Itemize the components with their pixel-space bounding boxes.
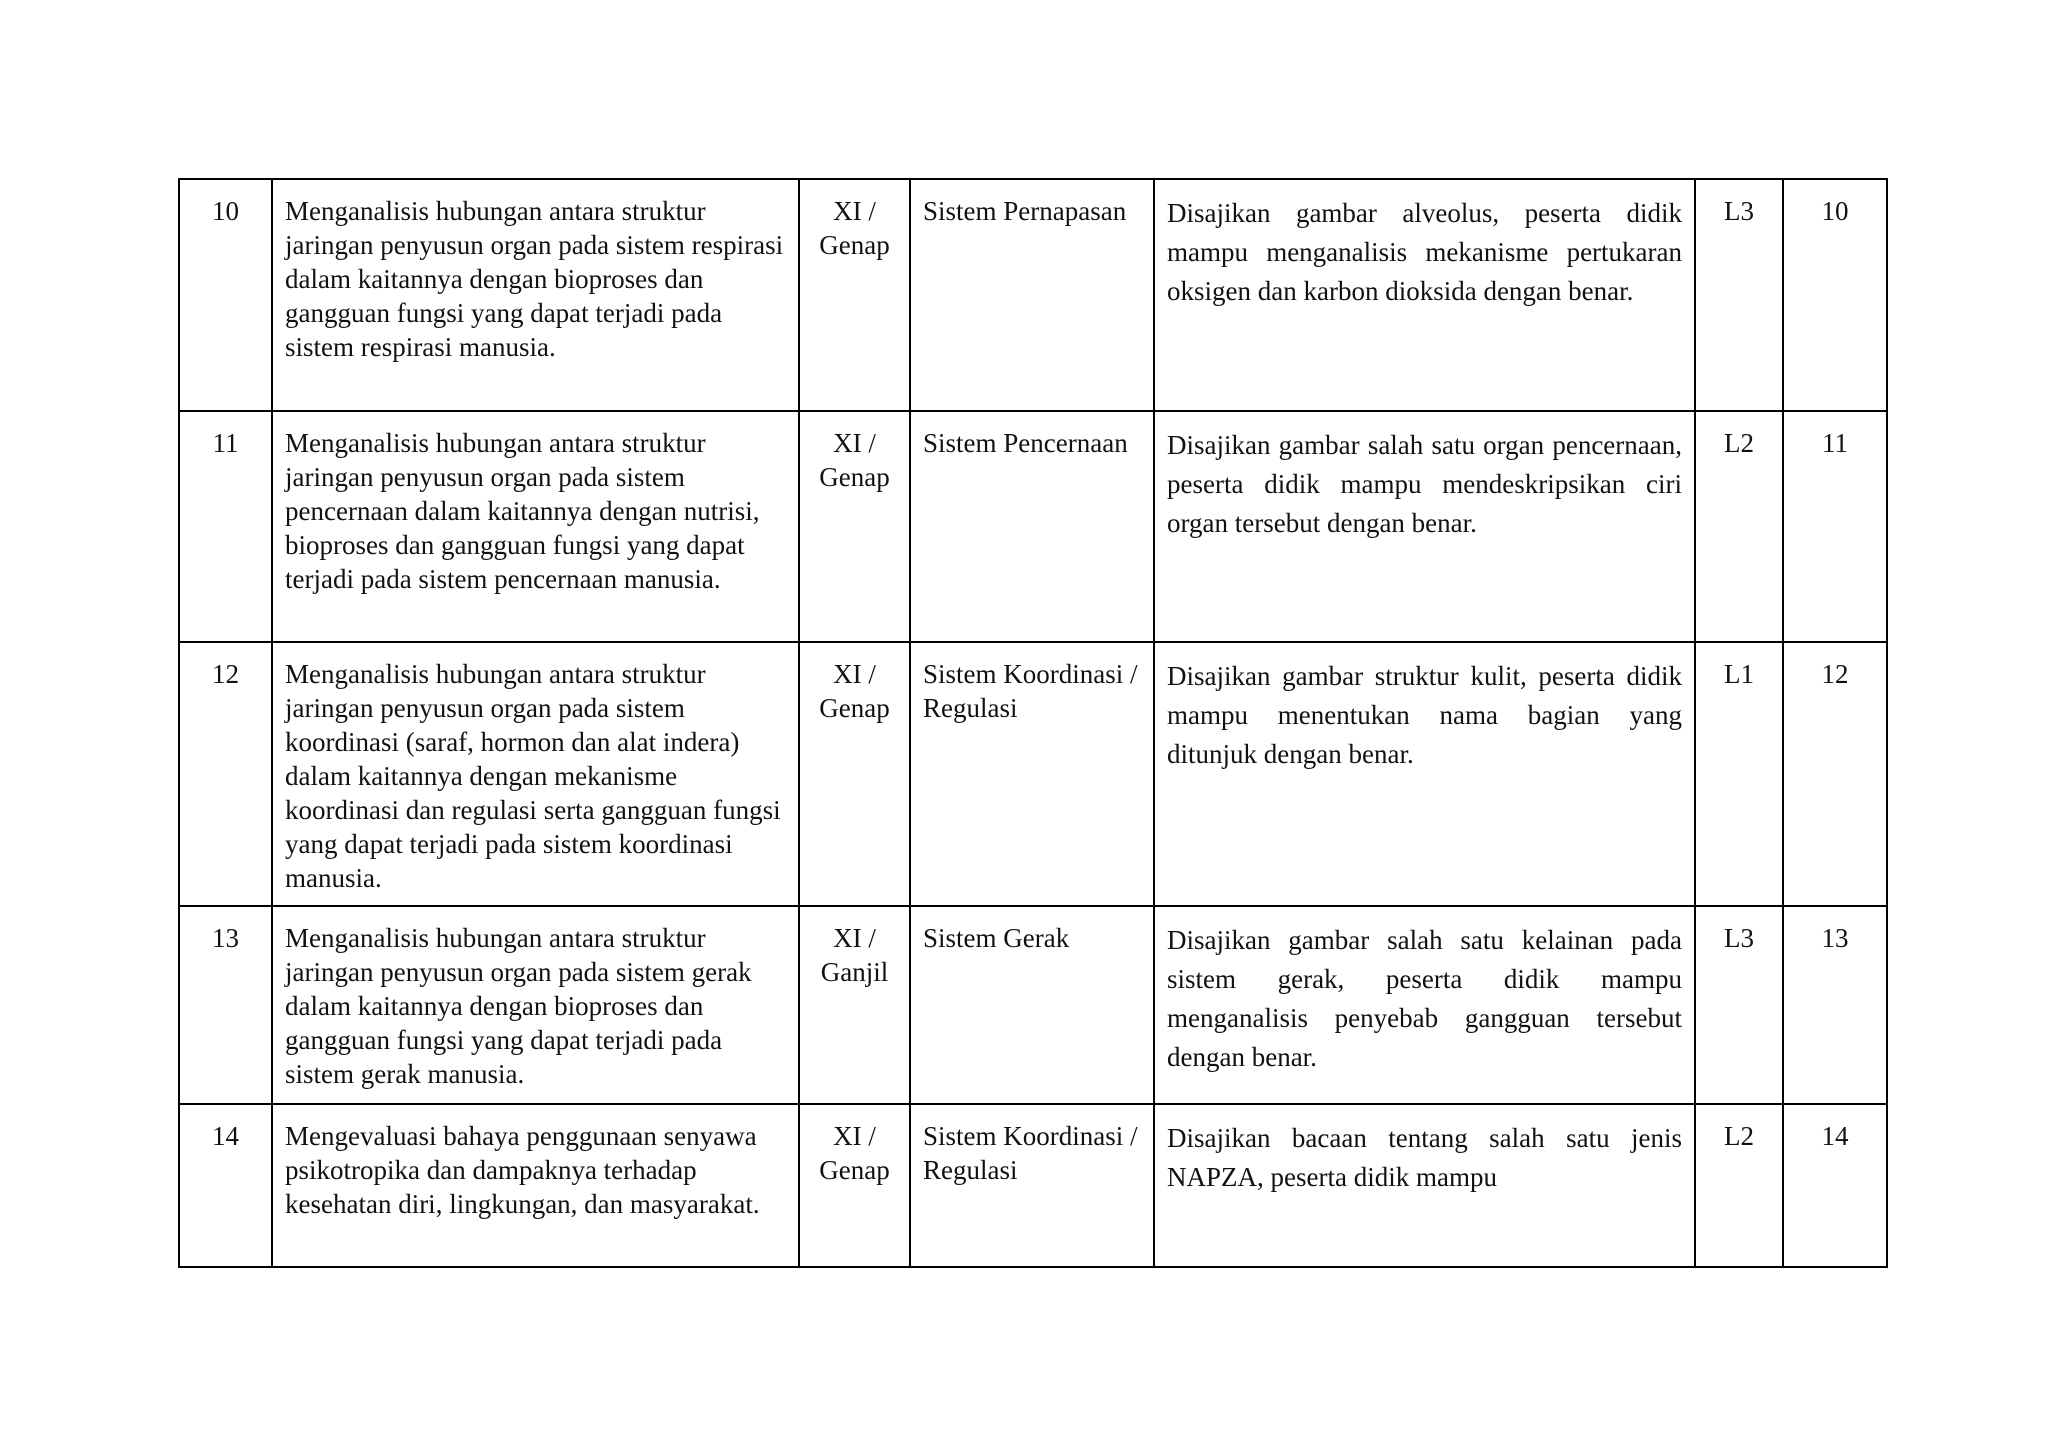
class-semester: XI / Genap bbox=[799, 411, 910, 642]
subject-material: Sistem Koordinasi / Regulasi bbox=[910, 642, 1154, 906]
table-row bbox=[179, 179, 1887, 411]
indicator-text: Disajikan gambar salah satu organ pencernaan, peserta didik mampu mendeskripsikan ciri organ tersebut dengan benar. bbox=[1154, 411, 1695, 642]
question-number: 13 bbox=[1783, 906, 1887, 1104]
cognitive-level: L3 bbox=[1695, 906, 1783, 1104]
indicator-text: Disajikan gambar struktur kulit, peserta didik mampu menentukan nama bagian yang ditunjuk dengan benar. bbox=[1154, 642, 1695, 906]
table-row bbox=[179, 906, 1887, 1104]
table-row bbox=[179, 1104, 1887, 1267]
cognitive-level: L3 bbox=[1695, 179, 1783, 411]
subject-material: Sistem Koordinasi / Regulasi bbox=[910, 1104, 1154, 1267]
row-number: 10 bbox=[179, 179, 272, 411]
cognitive-level: L1 bbox=[1695, 642, 1783, 906]
table-row bbox=[179, 642, 1887, 906]
question-number: 10 bbox=[1783, 179, 1887, 411]
indicator-text: Disajikan bacaan tentang salah satu jenis NAPZA, peserta didik mampu bbox=[1154, 1104, 1695, 1267]
row-number: 12 bbox=[179, 642, 272, 906]
subject-material: Sistem Pernapasan bbox=[910, 179, 1154, 411]
class-semester: XI / Genap bbox=[799, 1104, 910, 1267]
question-number: 12 bbox=[1783, 642, 1887, 906]
cognitive-level: L2 bbox=[1695, 411, 1783, 642]
indicator-text: Disajikan gambar salah satu kelainan pada sistem gerak, peserta didik mampu menganalisis penyebab gangguan tersebut dengan benar. bbox=[1154, 906, 1695, 1104]
question-number: 11 bbox=[1783, 411, 1887, 642]
cognitive-level: L2 bbox=[1695, 1104, 1783, 1267]
competency-text: Mengevaluasi bahaya penggunaan senyawa psikotropika dan dampaknya terhadap kesehatan diri, lingkungan, dan masyarakat. bbox=[272, 1104, 799, 1267]
question-number: 14 bbox=[1783, 1104, 1887, 1267]
row-number: 11 bbox=[179, 411, 272, 642]
competency-text: Menganalisis hubungan antara struktur jaringan penyusun organ pada sistem gerak dalam kaitannya dengan bioproses dan gangguan fungsi yang dapat terjadi pada sistem gerak manusia. bbox=[272, 906, 799, 1104]
competency-text: Menganalisis hubungan antara struktur jaringan penyusun organ pada sistem pencernaan dalam kaitannya dengan nutrisi, bioproses dan gangguan fungsi yang dapat terjadi pada sistem pencernaan manusia. bbox=[272, 411, 799, 642]
competency-text: Menganalisis hubungan antara struktur jaringan penyusun organ pada sistem respirasi dalam kaitannya dengan bioproses dan gangguan fungsi yang dapat terjadi pada sistem respirasi manusia. bbox=[272, 179, 799, 411]
subject-material: Sistem Pencernaan bbox=[910, 411, 1154, 642]
competency-text: Menganalisis hubungan antara struktur jaringan penyusun organ pada sistem koordinasi (saraf, hormon dan alat indera) dalam kaitannya dengan mekanisme koordinasi dan regulasi serta gangguan fungsi yang dapat terjadi pada sistem koordinasi manusia. bbox=[272, 642, 799, 906]
subject-material: Sistem Gerak bbox=[910, 906, 1154, 1104]
indicator-text: Disajikan gambar alveolus, peserta didik mampu menganalisis mekanisme pertukaran oksigen dan karbon dioksida dengan benar. bbox=[1154, 179, 1695, 411]
row-number: 13 bbox=[179, 906, 272, 1104]
class-semester: XI / Ganjil bbox=[799, 906, 910, 1104]
class-semester: XI / Genap bbox=[799, 642, 910, 906]
kisi-kisi-table bbox=[178, 178, 1888, 1268]
row-number: 14 bbox=[179, 1104, 272, 1267]
class-semester: XI / Genap bbox=[799, 179, 910, 411]
table-row bbox=[179, 411, 1887, 642]
